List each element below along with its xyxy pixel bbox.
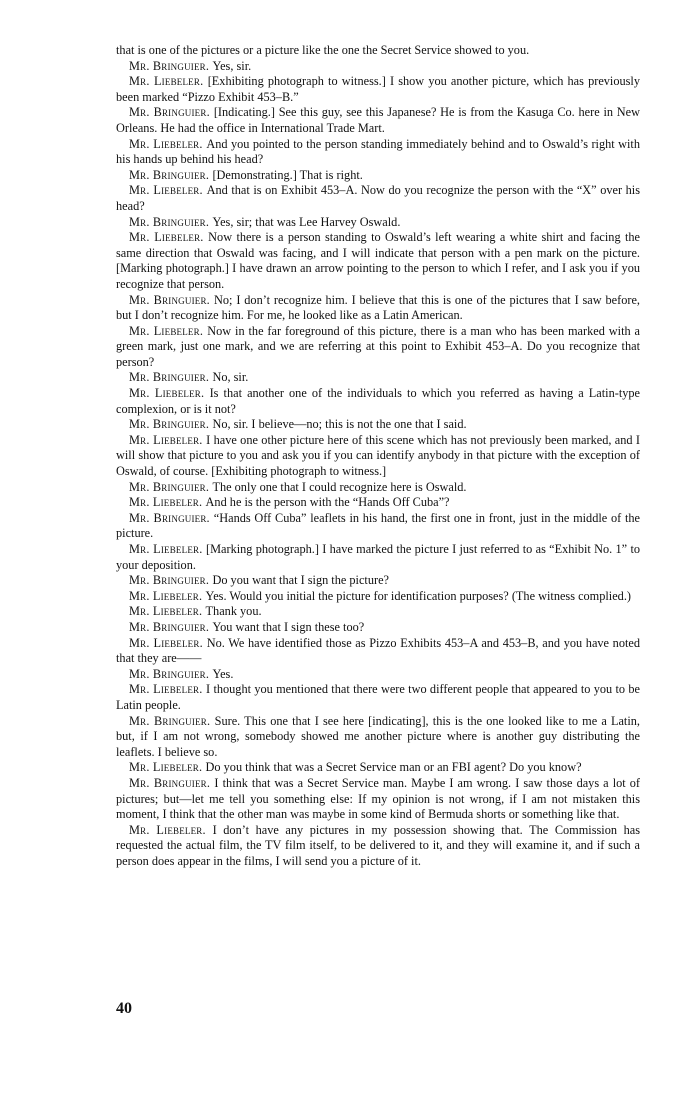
utterance-text: Yes, sir. bbox=[212, 58, 252, 73]
speaker-name: Mr. Liebeler. bbox=[129, 323, 204, 338]
speaker-name: Mr. Bringuier. bbox=[129, 105, 210, 120]
speaker-name: Mr. Liebeler. bbox=[129, 588, 203, 603]
speaker-name: Mr. Liebeler. bbox=[129, 432, 203, 447]
utterance-text: And he is the person with the “Hands Off Cuba”? bbox=[205, 495, 450, 510]
speaker-name: Mr. Liebeler. bbox=[129, 136, 203, 151]
transcript-paragraph bbox=[116, 823, 640, 870]
transcript-paragraph bbox=[116, 511, 640, 542]
transcript-paragraph bbox=[116, 417, 640, 433]
transcript-paragraph bbox=[116, 714, 640, 761]
speaker-name: Mr. Liebeler. bbox=[129, 760, 203, 775]
transcript-page bbox=[116, 43, 640, 869]
utterance-text: [Exhibiting photograph to witness.] I show you another picture, which has previously been marked “Pizzo Exhibit 453–B.” bbox=[116, 74, 640, 104]
utterance-text: No; I don’t recognize him. I believe that this is one of the pictures that I saw before, but I don’t recognize him. For me, he looked like as a Latin American. bbox=[116, 292, 640, 323]
transcript-paragraph bbox=[116, 137, 640, 168]
transcript-body bbox=[116, 59, 640, 870]
speaker-name: Mr. Bringuier. bbox=[129, 573, 210, 588]
speaker-name: Mr. Bringuier. bbox=[129, 58, 210, 73]
speaker-name: Mr. Bringuier. bbox=[129, 417, 210, 432]
transcript-paragraph bbox=[116, 636, 640, 667]
transcript-paragraph bbox=[116, 105, 640, 136]
transcript-paragraph bbox=[116, 433, 640, 480]
speaker-name: Mr. Bringuier. bbox=[129, 713, 211, 728]
utterance-text: Yes, sir; that was Lee Harvey Oswald. bbox=[212, 214, 401, 229]
utterance-text: [Marking photograph.] I have marked the picture I just referred to as “Exhibit No. 1” to your deposition. bbox=[116, 542, 641, 572]
speaker-name: Mr. Liebeler. bbox=[129, 822, 206, 837]
transcript-paragraph bbox=[116, 230, 640, 292]
speaker-name: Mr. Bringuier. bbox=[129, 619, 210, 634]
transcript-paragraph bbox=[116, 480, 640, 496]
speaker-name: Mr. Bringuier. bbox=[129, 775, 211, 790]
speaker-name: Mr. Liebeler. bbox=[129, 635, 203, 650]
transcript-paragraph bbox=[116, 59, 640, 75]
utterance-text: No, sir. I believe—no; this is not the one that I said. bbox=[212, 417, 467, 432]
utterance-text: Is that another one of the individuals to which you referred as having a Latin-type complexion, or is it not? bbox=[116, 386, 640, 416]
transcript-paragraph bbox=[116, 760, 640, 776]
lead-paragraph: that is one of the pictures or a picture like the one the Secret Service showed to you. bbox=[116, 43, 530, 57]
transcript-paragraph bbox=[116, 183, 640, 214]
transcript-paragraph bbox=[116, 682, 640, 713]
transcript-paragraph bbox=[116, 542, 640, 573]
page-number: 40 bbox=[116, 1000, 132, 1017]
transcript-paragraph bbox=[116, 620, 640, 636]
speaker-name: Mr. Bringuier. bbox=[129, 479, 210, 494]
utterance-text: I think that was a Secret Service man. Maybe I am wrong. I saw those days a lot of pictures; but—let me tell you something else: If my opinion is not wrong, if I am not mistaken this moment, I think that the other man was maybe in some kind of Bermuda shorts or something like that. bbox=[116, 775, 640, 822]
speaker-name: Mr. Bringuier. bbox=[129, 167, 210, 182]
utterance-text: Do you want that I sign the picture? bbox=[212, 573, 390, 588]
transcript-paragraph bbox=[116, 168, 640, 184]
utterance-text: No. We have identified those as Pizzo Exhibits 453–A and 453–B, and you have noted that they are—— bbox=[116, 635, 641, 666]
utterance-text: I don’t have any pictures in my possession showing that. The Commission has requested the actual film, the TV film itself, to be delivered to it, and they will examine it, and if such a person does appear in the films, I will send you a picture of it. bbox=[116, 822, 640, 868]
speaker-name: Mr. Liebeler. bbox=[129, 495, 203, 510]
transcript-paragraph bbox=[116, 604, 640, 620]
transcript-paragraph bbox=[116, 495, 640, 511]
speaker-name: Mr. Liebeler. bbox=[129, 183, 203, 198]
transcript-paragraph bbox=[116, 74, 640, 105]
utterance-text: “Hands Off Cuba” leaflets in his hand, the first one in front, just in the middle of the picture. bbox=[116, 510, 640, 541]
speaker-name: Mr. Bringuier. bbox=[129, 370, 210, 385]
utterance-text: Yes. Would you initial the picture for identification purposes? (The witness complied.) bbox=[205, 588, 631, 603]
transcript-paragraph bbox=[116, 324, 640, 371]
speaker-name: Mr. Liebeler. bbox=[129, 230, 204, 245]
utterance-text: I have one other picture here of this scene which has not previously been marked, and I will show that picture to you and ask you if you can identify anybody in that picture with the exception of Oswald, of course. [Exhibiting photograph to witness.] bbox=[116, 432, 641, 479]
utterance-text: And you pointed to the person standing immediately behind and to Oswald’s right with his hands up behind his head? bbox=[116, 136, 640, 167]
speaker-name: Mr. Liebeler. bbox=[129, 386, 205, 401]
speaker-name: Mr. Bringuier. bbox=[129, 510, 210, 525]
speaker-name: Mr. Bringuier. bbox=[129, 292, 210, 307]
transcript-paragraph bbox=[116, 215, 640, 231]
utterance-text: You want that I sign these too? bbox=[212, 619, 365, 634]
utterance-text: [Indicating.] See this guy, see this Japanese? He is from the Kasuga Co. here in New Orleans. He had the office in International Trade Mart. bbox=[116, 105, 640, 135]
transcript-paragraph bbox=[116, 370, 640, 386]
utterance-text: Do you think that was a Secret Service man or an FBI agent? Do you know? bbox=[205, 760, 582, 775]
utterance-text: Sure. This one that I see here [indicating], this is the one looked like to me a Latin, but, if I am not wrong, somebody showed me another picture where is another guy distributing the leaflets. I believe so. bbox=[116, 713, 640, 759]
utterance-text: The only one that I could recognize here is Oswald. bbox=[212, 479, 467, 494]
transcript-paragraph bbox=[116, 293, 640, 324]
utterance-text: I thought you mentioned that there were two different people that appeared to you to be Latin people. bbox=[116, 682, 640, 712]
transcript-paragraph bbox=[116, 667, 640, 683]
utterance-text: No, sir. bbox=[212, 370, 249, 385]
transcript-paragraph bbox=[116, 589, 640, 605]
speaker-name: Mr. Bringuier. bbox=[129, 666, 210, 681]
utterance-text: Yes. bbox=[212, 666, 234, 681]
transcript-paragraph bbox=[116, 776, 640, 823]
speaker-name: Mr. Liebeler. bbox=[129, 74, 204, 89]
utterance-text: Now in the far foreground of this picture, there is a man who has been marked with a green mark, just one mark, and we are referring at this point to Exhibit 453–A. Do you recognize that person? bbox=[116, 323, 640, 369]
speaker-name: Mr. Liebeler. bbox=[129, 542, 203, 556]
transcript-paragraph bbox=[116, 386, 640, 417]
utterance-text: And that is on Exhibit 453–A. Now do you recognize the person with the “X” over his head? bbox=[116, 183, 640, 213]
utterance-text: [Demonstrating.] That is right. bbox=[212, 167, 363, 182]
speaker-name: Mr. Liebeler. bbox=[129, 682, 203, 697]
speaker-name: Mr. Bringuier. bbox=[129, 214, 210, 229]
speaker-name: Mr. Liebeler. bbox=[129, 604, 203, 619]
transcript-paragraph bbox=[116, 573, 640, 589]
utterance-text: Thank you. bbox=[205, 604, 262, 619]
utterance-text: Now there is a person standing to Oswald’s left wearing a white shirt and facing the same direction that Oswald was facing, and I will indicate that person with a pen mark on the picture. [Marking photograph.] I have drawn an arrow pointing to the person to which I refer, and I ask you if you recognize that person. bbox=[116, 230, 640, 291]
